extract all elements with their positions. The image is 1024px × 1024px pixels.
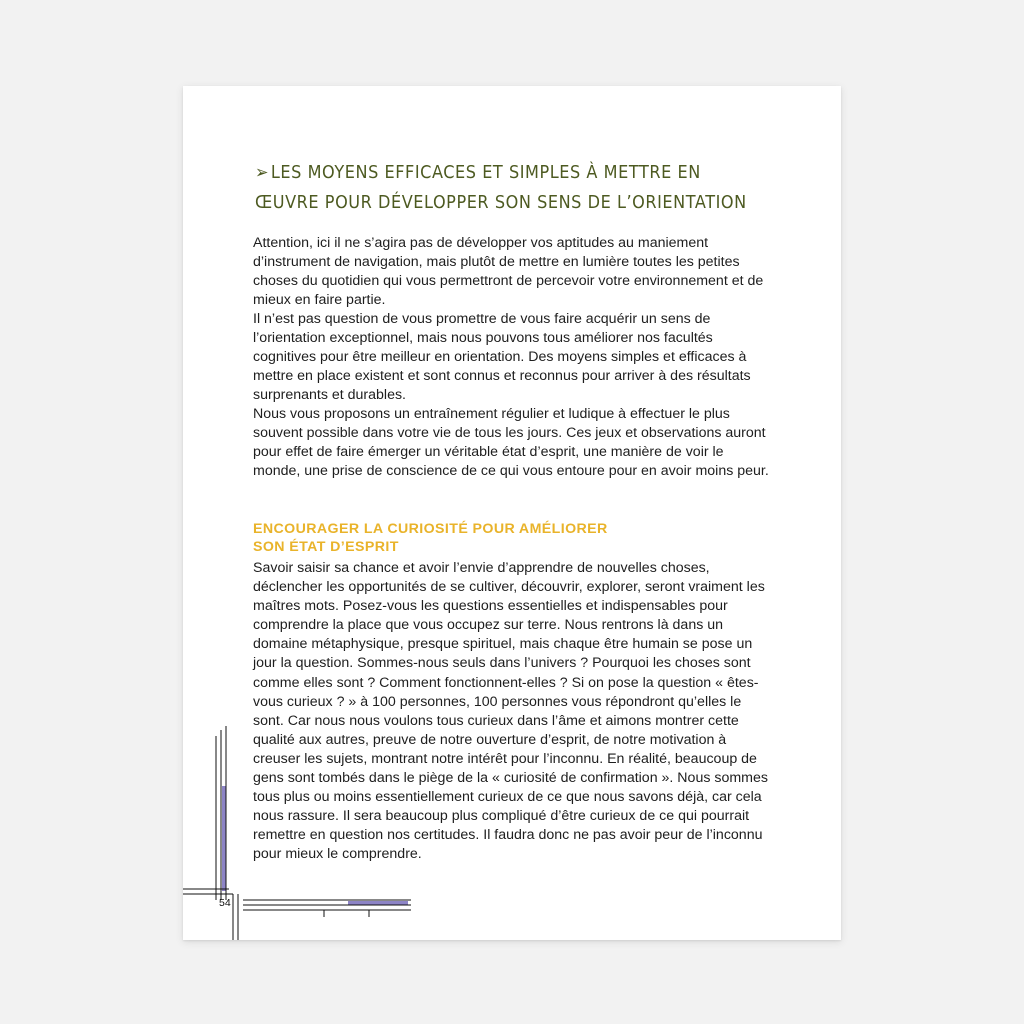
intro-paragraph-1: Attention, ici il ne s’agira pas de développer vos aptitudes au maniement d’instrument de navigation, mais plutôt de mettre en lumière toutes les petites choses du quotidien qui vous permettront de percevoir votre environnement et de mieux en faire partie. xyxy=(253,235,764,309)
book-page xyxy=(183,86,841,940)
section-heading-text: LES MOYENS EFFICACES ET SIMPLES À METTRE EN ŒUVRE POUR DÉVELOPPER SON SENS DE L’ORIENTATION xyxy=(255,163,747,213)
arrow-bullet-icon: ➢ xyxy=(255,163,270,183)
subsection-heading xyxy=(253,521,773,556)
page-number: 54 xyxy=(219,897,231,909)
subsection-heading-line-2: SON ÉTAT D’ESPRIT xyxy=(253,538,399,555)
body-paragraph: Savoir saisir sa chance et avoir l’envie d’apprendre de nouvelles choses, déclencher les opportunités de se cultiver, découvrir, explorer, seront vraiment les maîtres mots. Posez-vous les questions essentielles et indispensables pour comprendre la place que vous occupez sur terre. Nous rentrons là dans un domaine métaphysique, presque spirituel, mais chaque être humain se pose un jour la question. Sommes-nous seuls dans l’univers ? Pourquoi les choses sont comme elles sont ? Comment fonctionnent-elles ? Si on pose la question « êtes-vous curieux ? » à 100 personnes, 100 personnes vous répondront qu’elles le sont. Car nous nous voulons tous curieux dans l’âme et aimons montrer cette qualité aux autres, preuve de notre ouverture d’esprit, de notre motivation à creuser les sujets, montrant notre intérêt pour l’inconnu. En réalité, beaucoup de gens sont tombés dans le piège de la « curiosité de confirmation ». Nous sommes tous plus ou moins essentiellement curieux de ce que nous savons déjà, car cela nous rassure. Il sera beaucoup plus compliqué d’être curieux de ce qui pourrait remettre en question nos certitudes. Il faudra donc ne pas avoir peur de l’inconnu pour mieux le comprendre. xyxy=(253,560,768,863)
intro-paragraph-2: Il n’est pas question de vous promettre de vous faire acquérir un sens de l’orientation exceptionnel, mais nous pouvons tous améliorer nos facultés cognitives pour être meilleur en orientation. Des moyens simples et efficaces à mettre en place existent et sont connus et reconnus pour arriver à des résultats surprenants et durables. xyxy=(253,311,751,404)
intro-paragraph-3: Nous vous proposons un entraînement régulier et ludique à effectuer le plus souvent possible dans votre vie de tous les jours. Ces jeux et observations auront pour effet de faire émerger un véritable état d’esprit, une manière de voir le monde, une prise de conscience de ce qui vous entoure pour en avoir moins peur. xyxy=(253,406,769,480)
section-heading xyxy=(255,158,770,218)
subsection-heading-line-1: ENCOURAGER LA CURIOSITÉ POUR AMÉLIORER xyxy=(253,521,608,537)
